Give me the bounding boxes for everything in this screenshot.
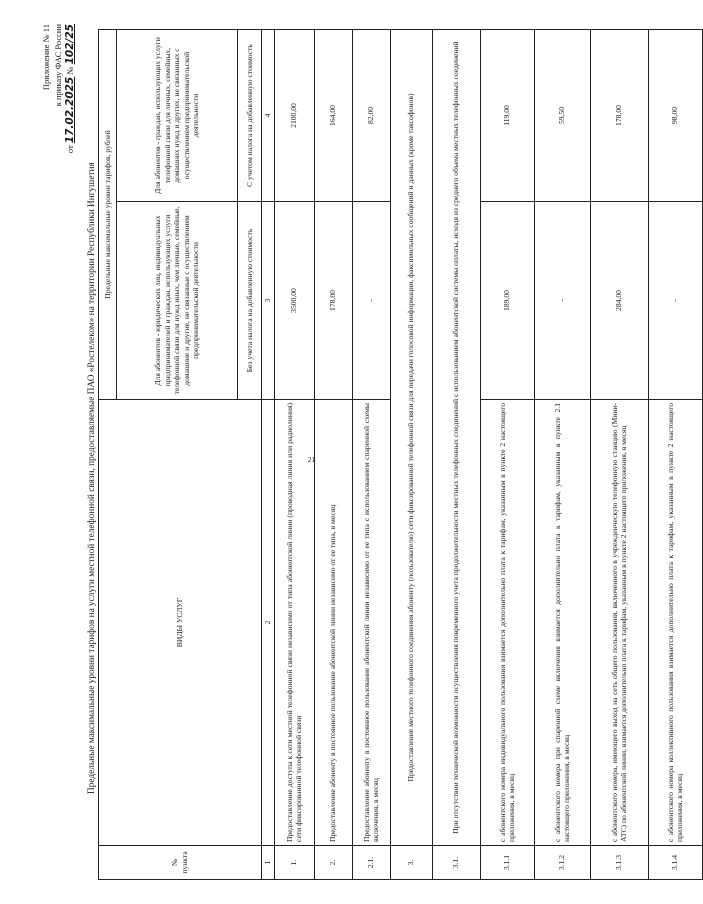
- table-row: [590, 29, 648, 879]
- header-legal-entities: Для абонентов - юридических лиц, индивидуальных предпринимателей и граждан, использующих услуги телефонной связи для нужд иных, чем личные, семейные, домашние и другие, не связанные с осуществлением предпринимательской деятельности: [117, 202, 238, 400]
- row-value-with-vat: 2100,00: [274, 29, 314, 201]
- table-row: [534, 29, 590, 879]
- document-title: Предельные максимальные уровни тарифов на услуги местной телефонной связи, предоставляемые ПАО «Ростелеком» на территории Республики Ингушетия: [87, 162, 97, 794]
- row-service: Предоставление абоненту в постоянное пользование абонентской линии независимо от ее типа с использованием спаренной схемы включения, в месяц: [352, 400, 390, 846]
- annex-number: 102/25: [64, 24, 76, 65]
- row-number: 3.1.1: [480, 846, 534, 880]
- annex-order: к приказу ФАС России: [53, 24, 63, 107]
- header-citizens: Для абонентов - граждан, использующих услуги телефонной связи для личных, семейных, домашних нужд и других, не связанных с осуществлением предпринимательской деятельности: [117, 29, 238, 201]
- row-value-with-vat: 59,50: [534, 29, 590, 201]
- column-number-3: 3: [262, 202, 275, 400]
- row-number: 2.: [314, 846, 352, 880]
- row-service: Предоставление абоненту в постоянное пользование абонентской линии независимо от ее типа, в месяц: [314, 400, 352, 846]
- row-value-without-vat: 3500,00: [274, 202, 314, 400]
- row-service: с абонентского номера, имеющего выход на сеть общего пользования, включенного в учрежденческую телефонную станцию (Мини-АТС) по абонентской линии, взимается дополнительно плата к тарифам, указанным в пункте 2 настоящего приложения, в месяц: [590, 400, 648, 846]
- annex-num-prefix: №: [65, 66, 75, 75]
- annex-title: Приложение № 11: [41, 24, 51, 91]
- row-number: 3.1.3: [590, 846, 648, 880]
- row-service: с абонентского номера при спаренной схеме включения взимается дополнительно плата к тарифам, указанным в пункте 2.1 настоящего приложения, в месяц: [534, 400, 590, 846]
- row-section-heading: Предоставление местного телефонного соединения абоненту (пользователю) сети фиксированной телефонной связи для передачи голосовой информации, факсимильных сообщений и данных (кроме таксофонов): [390, 29, 432, 845]
- header-with-vat: С учетом налога на добавленную стоимость: [238, 29, 262, 201]
- table-row: [480, 29, 534, 879]
- row-number: 3.: [390, 846, 432, 880]
- row-service: с абонентского номера индивидуального пользования взимается дополнительно плата к тарифам, указанным в пункте 2 настоящего приложения, в месяц: [480, 400, 534, 846]
- annex-from-prefix: от: [65, 145, 75, 154]
- row-value-without-vat: 189,00: [480, 202, 534, 400]
- row-value-with-vat: 119,00: [480, 29, 534, 201]
- row-number: 3.1.2: [534, 846, 590, 880]
- table-row: [352, 29, 390, 879]
- row-value-with-vat: 98,00: [648, 29, 702, 201]
- row-value-without-vat: -: [648, 202, 702, 400]
- column-number-2: 2: [262, 400, 275, 846]
- table-row: [432, 29, 480, 879]
- table-row: [274, 29, 314, 879]
- row-number: 3.1.4: [648, 846, 702, 880]
- annex-date-line: [64, 24, 76, 184]
- column-number-4: 4: [262, 29, 275, 201]
- header-without-vat: Без учета налога на добавленную стоимость: [238, 202, 262, 400]
- row-value-without-vat: 178,00: [314, 202, 352, 400]
- annex-date: 17.02.2025: [64, 76, 76, 144]
- row-number: 1.: [274, 846, 314, 880]
- row-value-without-vat: -: [534, 202, 590, 400]
- annex-block: [40, 24, 76, 184]
- table-row: [390, 29, 432, 879]
- row-number: 2.1.: [352, 846, 390, 880]
- row-value-without-vat: 284,00: [590, 202, 648, 400]
- table-row: [648, 29, 702, 879]
- row-value-with-vat: 178,00: [590, 29, 648, 201]
- header-services: ВИДЫ УСЛУГ: [99, 400, 262, 846]
- row-value-with-vat: 164,00: [314, 29, 352, 201]
- row-service: Предоставление доступа к сети местной телефонной связи независимо от типа абонентской линии (проводная линия или радиолиния) сети фиксированной телефонной связи: [274, 400, 314, 846]
- header-tariff-group: Предельные максимальные уровни тарифов, рублей: [99, 29, 117, 399]
- header-point-number: № пункта: [99, 846, 262, 880]
- column-number-1: 1: [262, 846, 275, 880]
- row-number: 3.1.: [432, 846, 480, 880]
- row-value-with-vat: 82,00: [352, 29, 390, 201]
- row-service: с абонентского номера коллективного пользования взимается дополнительно плата к тарифам, указанным в пункте 2 настоящего приложения, в месяц: [648, 400, 702, 846]
- row-value-without-vat: -: [352, 202, 390, 400]
- page-number: 21: [308, 456, 315, 464]
- table-row: [314, 29, 352, 879]
- row-section-heading: При отсутствии технической возможности осуществления повременного учета продолжительности местных телефонных соединений с использованием абонентской системы оплаты, исходя из среднего объема местных телефонных соединений: [432, 29, 480, 845]
- tariff-table: [98, 29, 703, 880]
